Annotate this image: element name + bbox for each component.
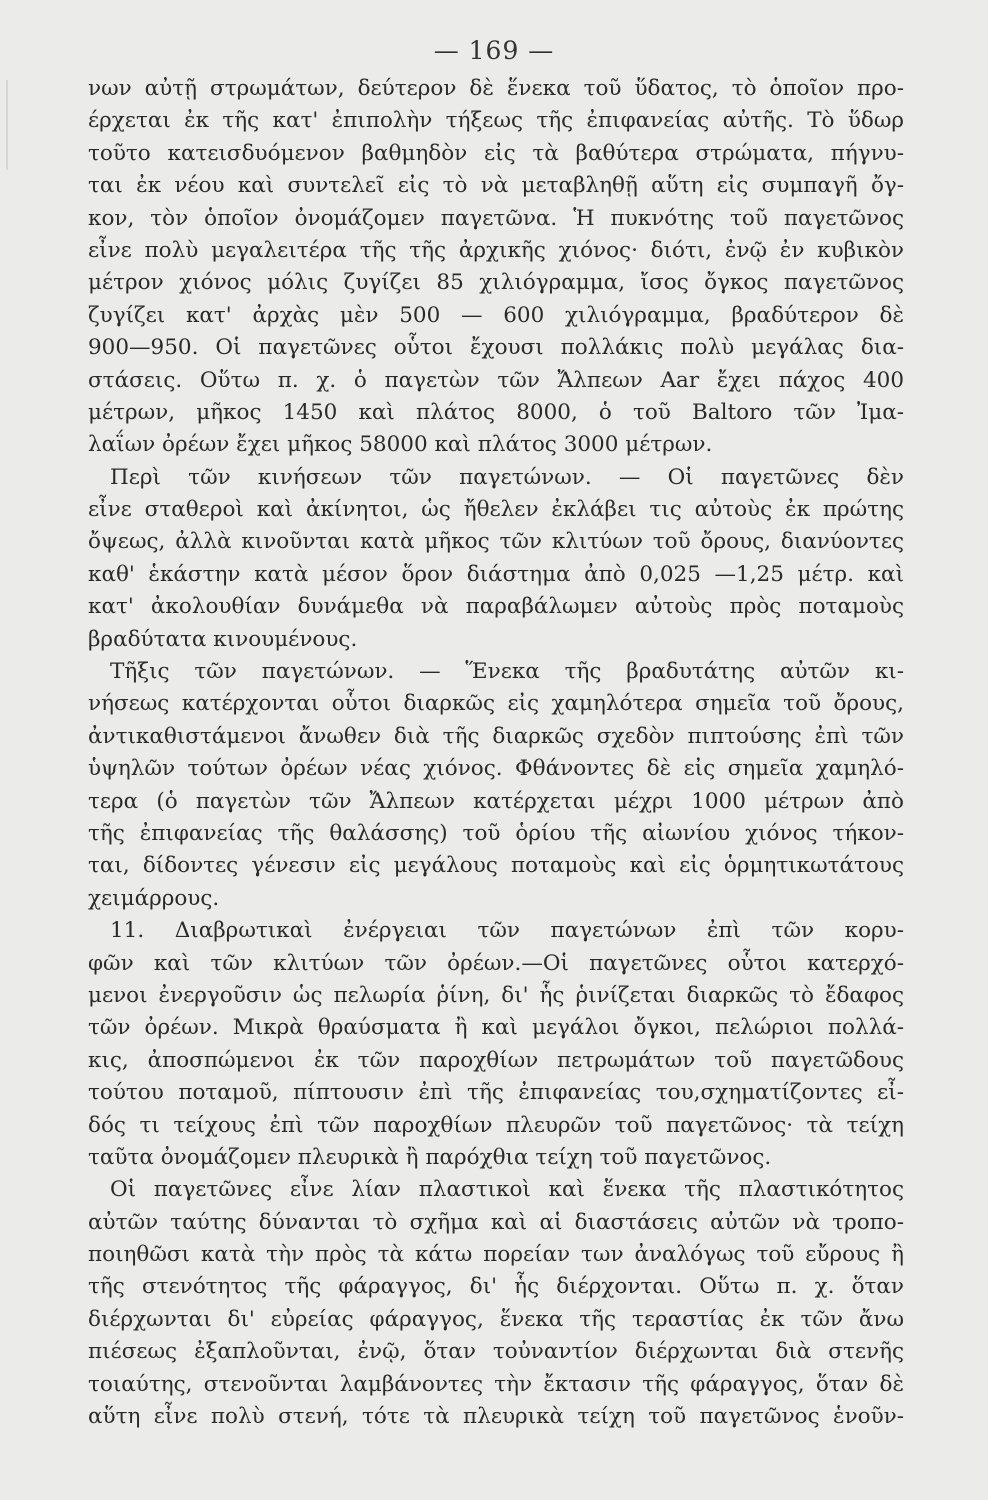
- text-line: εἶνε σταθεροὶ καὶ ἀκίνητοι, ὡς ἤθελεν ἐκλάβει τις αὐτοὺς ἐκ πρώτης: [88, 497, 904, 523]
- text-line: ζυγίζει κατ' ἀρχὰς μὲν 500 — 600 χιλιόγραμμα, βραδύτερον δὲ: [88, 302, 904, 328]
- text-line: 900—950. Οἱ παγετῶνες οὗτοι ἔχουσι πολλάκις πολὺ μεγάλας δια-: [88, 335, 904, 361]
- text-line: φῶν καὶ τῶν κλιτύων τῶν ὀρέων.—Οἱ παγετῶνες οὗτοι κατερχό-: [88, 950, 904, 976]
- text-line: μέτρον χιόνος μόλις ζυγίζει 85 χιλιόγραμμα, ἴσος ὄγκος παγετῶνος: [88, 270, 904, 296]
- text-line: νων αὐτῇ στρωμάτων, δεύτερον δὲ ἕνεκα τοῦ ὕδατος, τὸ ὁποῖον προ-: [88, 76, 904, 101]
- text-line: κον, τὸν ὁποῖον ὀνομάζομεν παγετῶνα. Ἡ πυκνότης τοῦ παγετῶνος: [88, 205, 904, 231]
- text-line: έρχεται ἐκ τῆς κατ' ἐπιπολὴν τήξεως τῆς ἐπιφανείας αὐτῆς. Τὸ ὕδωρ: [88, 108, 904, 134]
- text-line: τῶν ὀρέων. Μικρὰ θραύσματα ἢ καὶ μεγάλοι ὄγκοι, πελώριοι πολλά-: [88, 1015, 904, 1041]
- text-line: νήσεως κατέρχονται οὗτοι διαρκῶς εἰς χαμηλότερα σημεῖα τοῦ ὄρους,: [88, 691, 904, 717]
- text-line: κατ' ἀκολουθίαν δυνάμεθα νὰ παραβάλωμεν αὐτοὺς πρὸς ποταμοὺς: [88, 594, 904, 620]
- text-line: εἶνε πολὺ μεγαλειτέρα τῆς τῆς ἀρχικῆς χιόνος· διότι, ἐνῷ ἐν κυβικὸν: [88, 237, 904, 263]
- text-line: τοιαύτης, στενοῦνται λαμβάνοντες τὴν ἔκτασιν τῆς φάραγγος, ὅταν δὲ: [88, 1371, 904, 1397]
- text-line: αὐτῶν ταύτης δύνανται τὸ σχῆμα καὶ αἱ διαστάσεις αὐτῶν νὰ τροπο-: [88, 1209, 904, 1235]
- text-line: τῆς ἐπιφανείας τῆς θαλάσσης) τοῦ ὁρίου τῆς αἰωνίου χιόνος τήκον-: [88, 820, 904, 846]
- text-line: αὕτη εἶνε πολὺ στενή, τότε τὰ πλευρικὰ τείχη τοῦ παγετῶνος ἑνοῦν-: [88, 1404, 904, 1430]
- text-line: ται ἐκ νέου καὶ συντελεῖ εἰς τὸ νὰ μεταβληθῇ αὕτη εἰς συμπαγῆ ὄγ-: [88, 173, 904, 199]
- text-line: τοῦτο κατεισδυόμενον βαθμηδὸν εἰς τὰ βαθύτερα στρώματα, πήγνυ-: [88, 140, 904, 166]
- page-number: — 169 —: [433, 36, 555, 65]
- text-line: Περὶ τῶν κινήσεων τῶν παγετώνων. — Οἱ παγετῶνες δὲν: [110, 464, 904, 490]
- text-line: κις, ἀποσπώμενοι ἐκ τῶν παροχθίων πετρωμάτων τοῦ παγετῶδους: [88, 1047, 904, 1073]
- text-line: τερα (ὁ παγετὼν τῶν Ἄλπεων κατέρχεται μέχρι 1000 μέτρων ἀπὸ: [88, 788, 904, 814]
- text-line: βραδύτατα κινουμένους.: [88, 626, 358, 652]
- text-line: ἀντικαθιστάμενοι ἄνωθεν διὰ τῆς διαρκῶς σχεδὸν πιπτούσης ἐπὶ τῶν: [88, 723, 904, 749]
- text-line: πιέσεως ἐξαπλοῦνται, ἐνῷ, ὅταν τοὐναντίον διέρχωνται διὰ στενῆς: [88, 1339, 904, 1365]
- text-line: λαΐων ὀρέων ἔχει μῆκος 58000 καὶ πλάτος 3000 μέτρων.: [88, 432, 713, 458]
- text-line: Οἱ παγετῶνες εἶνε λίαν πλαστικοὶ καὶ ἕνεκα τῆς πλαστικότητος: [110, 1177, 904, 1203]
- text-line: δός τι τείχους ἐπὶ τῶν παροχθίων πλευρῶν τοῦ παγετῶνος· τὰ τείχη: [88, 1112, 904, 1138]
- text-line: ὄψεως, ἀλλὰ κινοῦνται κατὰ μῆκος τῶν κλιτύων τοῦ ὄρους, διανύοντες: [88, 529, 904, 555]
- text-line: στάσεις. Οὕτω π. χ. ὁ παγετὼν τῶν Ἄλπεων Aar ἔχει πάχος 400: [88, 367, 904, 393]
- text-line: τῆς στενότητος τῆς φάραγγος, δι' ἧς διέρχονται. Οὕτω π. χ. ὅταν: [88, 1274, 904, 1300]
- text-line: μενοι ἐνεργοῦσιν ὡς πελωρία ῥίνη, δι' ἧς ῥινίζεται διαρκῶς τὸ ἔδαφος: [88, 982, 904, 1008]
- text-line: ταῦτα ὀνομάζομεν πλευρικὰ ἢ παρόχθια τείχη τοῦ παγετῶνος.: [88, 1144, 772, 1170]
- text-line: μέτρων, μῆκος 1450 καὶ πλάτος 8000, ὁ τοῦ Baltoro τῶν Ἰμα-: [88, 399, 904, 425]
- text-line: ται, δίδοντες γένεσιν εἰς μεγάλους ποταμοὺς καὶ εἰς ὁρμητικωτάτους: [88, 853, 904, 879]
- page-body-text: [88, 73, 904, 1433]
- text-line: καθ' ἑκάστην κατὰ μέσον ὅρον διάστημα ἀπὸ 0,025 —1,25 μέτρ. καὶ: [88, 561, 904, 587]
- text-line: διέρχωνται δι' εὐρείας φάραγγος, ἕνεκα τῆς τεραστίας ἐκ τῶν ἄνω: [88, 1306, 904, 1332]
- text-line: 11. Διαβρωτικαὶ ἐνέργειαι τῶν παγετώνων ἐπὶ τῶν κορυ-: [110, 918, 904, 944]
- text-line: τούτου ποταμοῦ, πίπτουσιν ἐπὶ τῆς ἐπιφανείας του,σχηματίζοντες εἶ-: [88, 1080, 904, 1106]
- text-line: Τῆξις τῶν παγετώνων. — Ἕνεκα τῆς βραδυτάτης αὐτῶν κι-: [110, 659, 904, 685]
- text-line: ὑψηλῶν τούτων ὀρέων νέας χιόνος. Φθάνοντες δὲ εἰς σημεῖα χαμηλό-: [88, 756, 904, 782]
- text-line: ποιηθῶσι κατὰ τὴν πρὸς τὰ κάτω πορείαν των ἀναλόγως τοῦ εὔρους ἢ: [88, 1242, 904, 1268]
- text-line: χειμάρρους.: [88, 885, 220, 911]
- scan-edge-mark: [6, 80, 8, 170]
